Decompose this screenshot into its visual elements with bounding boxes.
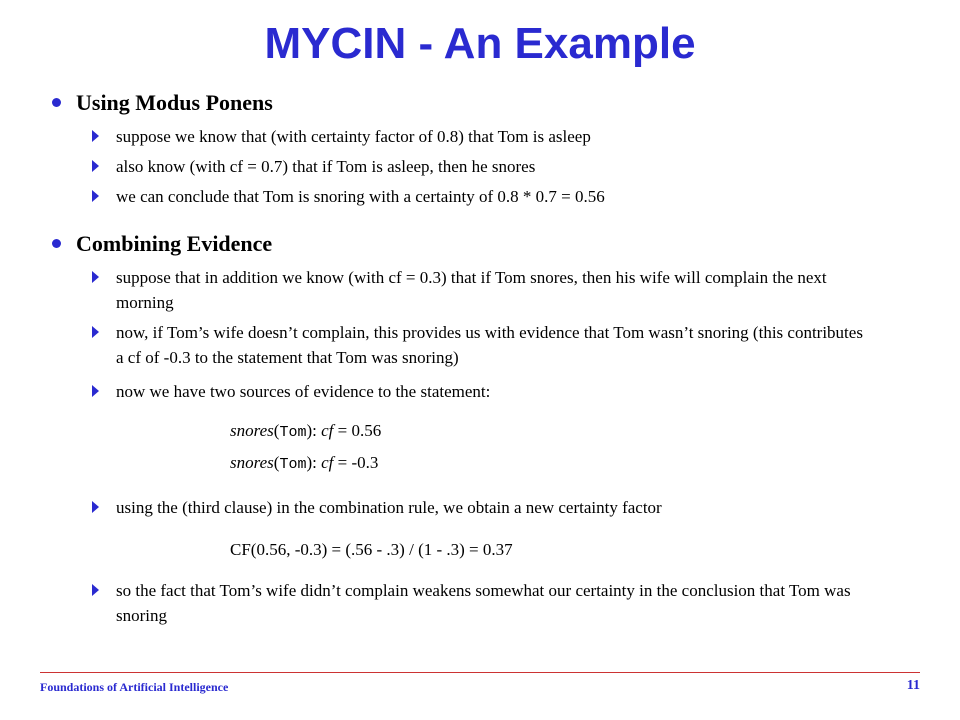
bullet-text: so the fact that Tom’s wife didn’t complain weakens somewhat our certainty in the conclusion that Tom was snoring [116, 581, 851, 625]
bullet-text: we can conclude that Tom is snoring with a certainty of 0.8 * 0.7 = 0.56 [116, 187, 605, 206]
formula-function: snores [230, 453, 274, 472]
bullet-dot-icon [52, 98, 61, 107]
bullet-text: also know (with cf = 0.7) that if Tom is asleep, then he snores [116, 157, 536, 176]
formula-value: = -0.3 [333, 453, 379, 472]
section-heading-combining-evidence [52, 231, 272, 257]
formula-paren: ): [306, 453, 317, 472]
triangle-bullet-icon [92, 130, 99, 142]
footer-divider [40, 672, 920, 673]
section-heading-label: Combining Evidence [76, 231, 273, 256]
evidence-formula [230, 419, 381, 445]
triangle-bullet-icon [92, 326, 99, 338]
bullet-item [94, 265, 874, 315]
triangle-bullet-icon [92, 385, 99, 397]
page-number: 11 [906, 678, 920, 693]
formula-arg: Tom [279, 424, 307, 441]
formula-cf-label: cf [321, 421, 334, 440]
triangle-bullet-icon [92, 190, 99, 202]
bullet-text: suppose that in addition we know (with cf = 0.3) that if Tom snores, then his wife will complain the next morning [116, 268, 827, 312]
bullet-text: suppose we know that (with certainty factor of 0.8) that Tom is asleep [116, 127, 591, 146]
formula-paren: ( [273, 421, 280, 440]
bullet-item [94, 320, 874, 370]
formula-paren: ): [306, 421, 317, 440]
triangle-bullet-icon [92, 501, 99, 513]
bullet-item [94, 495, 874, 520]
triangle-bullet-icon [92, 584, 99, 596]
bullet-text: using the (third clause) in the combination rule, we obtain a new certainty factor [116, 498, 662, 517]
bullet-item [94, 379, 874, 404]
bullet-dot-icon [52, 239, 61, 248]
evidence-formula [230, 451, 378, 477]
bullet-item [94, 124, 874, 149]
bullet-item [94, 184, 874, 209]
bullet-text: now, if Tom’s wife doesn’t complain, this provides us with evidence that Tom wasn’t snoring (this contributes a cf of -0.3 to the statement that Tom was snoring) [116, 323, 863, 367]
formula-paren: ( [273, 453, 280, 472]
triangle-bullet-icon [92, 271, 99, 283]
combination-formula: CF(0.56, -0.3) = (.56 - .3) / (1 - .3) = 0.37 [230, 540, 513, 559]
triangle-bullet-icon [92, 160, 99, 172]
formula-value: = 0.56 [333, 421, 382, 440]
bullet-item [94, 578, 874, 628]
bullet-text: now we have two sources of evidence to the statement: [116, 382, 491, 401]
bullet-item [94, 154, 874, 179]
slide-title: MYCIN - An Example [264, 19, 696, 68]
section-heading-label: Using Modus Ponens [76, 90, 273, 115]
formula-function: snores [230, 421, 274, 440]
formula-arg: Tom [279, 456, 307, 473]
formula-cf-label: cf [321, 453, 334, 472]
section-heading-modus-ponens [52, 90, 273, 116]
footer-course-title: Foundations of Artificial Intelligence [40, 680, 229, 694]
